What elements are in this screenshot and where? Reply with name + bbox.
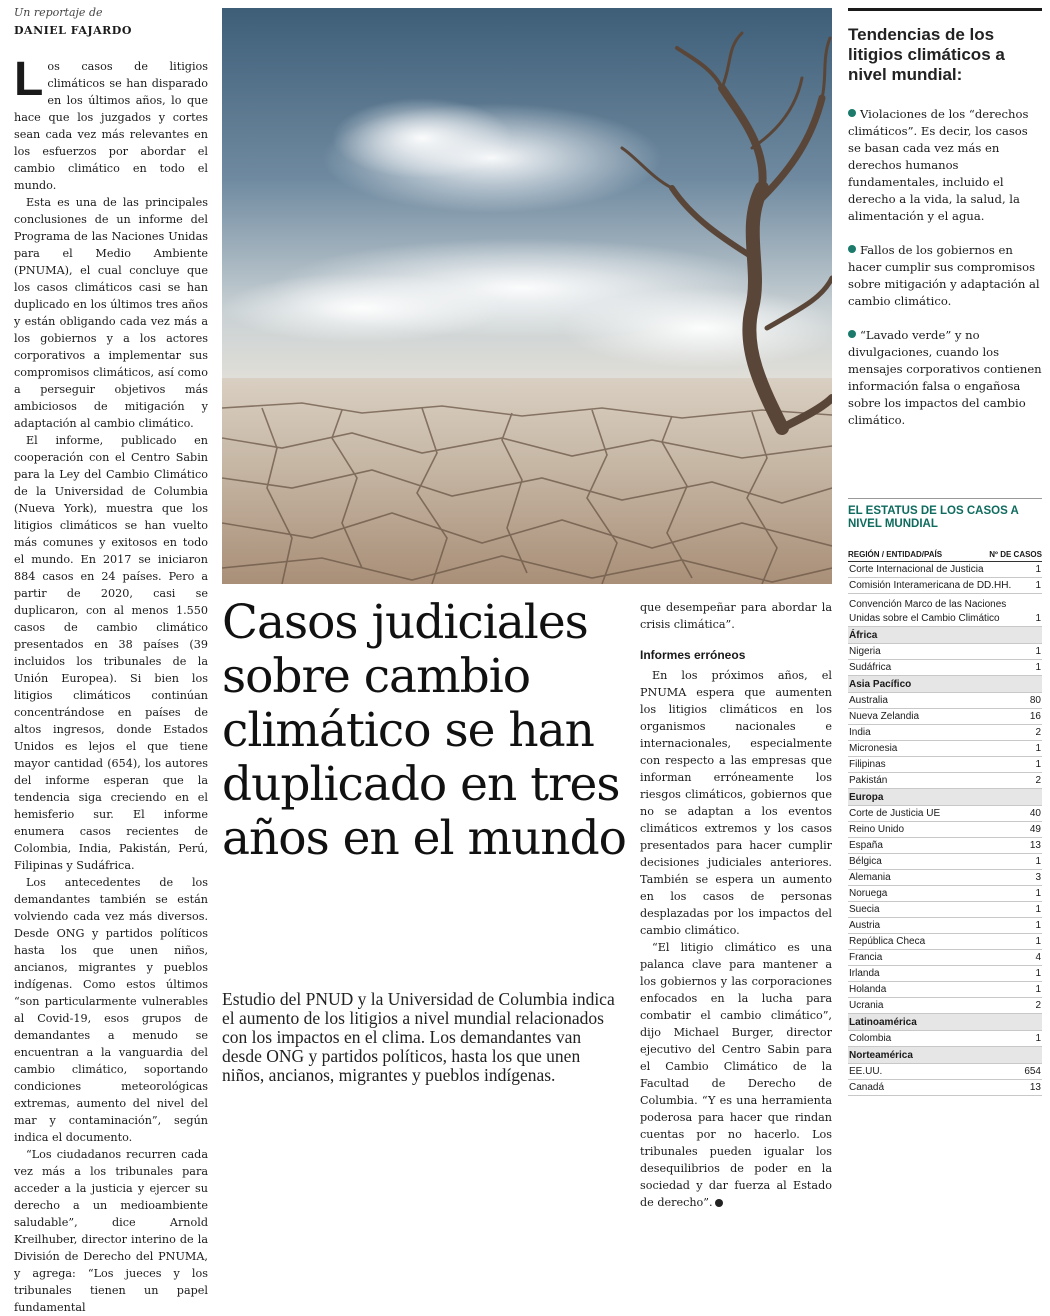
column-header-region: REGIÓN / ENTIDAD/PAÍS <box>848 550 943 559</box>
row-count: 16 <box>1029 711 1041 722</box>
row-label: EE.UU. <box>849 1066 883 1077</box>
row-count: 1 <box>1035 888 1041 899</box>
table-row <box>848 982 1042 998</box>
row-label: India <box>849 727 871 738</box>
region-header: Europa <box>848 789 1042 806</box>
sidebar-list <box>848 106 1042 446</box>
byline-author: DANIEL FAJARDO <box>14 24 132 37</box>
sidebar-item: “Lavado verde” y no divulgaciones, cuando los mensajes corporativos contienen información falsa o engañosa sobre los impactos del cambio climático. <box>848 328 1042 427</box>
continued-paragraph: que desempeñar para abordar la crisis climática”. <box>640 601 832 631</box>
row-label: Canadá <box>849 1082 885 1093</box>
row-count: 2 <box>1035 1000 1041 1011</box>
row-count: 80 <box>1029 695 1041 706</box>
row-count: 1 <box>1035 904 1041 915</box>
row-label: Australia <box>849 695 888 706</box>
sidebar-top-rule <box>848 8 1042 11</box>
table-row <box>848 773 1042 789</box>
table-row <box>848 725 1042 741</box>
end-of-article-icon <box>715 1199 723 1207</box>
row-label: Convención Marco de las Naciones Unidas sobre el Cambio Climático <box>849 599 1007 624</box>
table-row <box>848 966 1042 982</box>
row-count: 1 <box>1035 759 1041 770</box>
row-label: República Checa <box>849 936 926 947</box>
row-label: Bélgica <box>849 856 882 867</box>
row-label: Colombia <box>849 1033 892 1044</box>
row-label: Filipinas <box>849 759 886 770</box>
row-label: Comisión Interamericana de DD.HH. <box>849 580 1012 591</box>
row-label: Francia <box>849 952 883 963</box>
table-header <box>848 550 1042 562</box>
headline: Casos judiciales sobre cambio climático se han duplicado en tres años en el mundo <box>222 595 626 866</box>
row-label: España <box>849 840 883 851</box>
row-label: Nigeria <box>849 646 881 657</box>
row-label: Noruega <box>849 888 888 899</box>
body-paragraph: Los antecedentes de los demandantes también se están volviendo cada vez más diversos. Desde ONG y partidos políticos hasta los que unen niños, ancianos, migrantes y pueblos indígenas. Como estos últimos “son particularmente vulnerables al Covid-19, esos grupos de demandantes a menudo se encuentran a la vanguardia del cambio climático, soportando condiciones meteorológicas extremas, aumento del nivel del mar y contaminación”, según indica el documento. <box>14 876 208 1144</box>
row-count: 1 <box>1035 743 1041 754</box>
table-row <box>848 693 1042 709</box>
column-header-count: Nº DE CASOS <box>989 550 1042 559</box>
middle-text-column <box>640 599 832 1211</box>
table-row <box>848 562 1042 578</box>
table-row <box>848 806 1042 822</box>
body-paragraph: Los casos de litigios climáticos se han disparado en los últimos años, lo que hace que los juzgados y cortes sean cada vez más relevantes en los esfuerzos por abordar el cambio climático en todo el mundo. <box>14 53 208 192</box>
row-label: Holanda <box>849 984 887 995</box>
bullet-icon <box>848 109 856 117</box>
bullet-icon <box>848 330 856 338</box>
left-text-column <box>14 53 208 1316</box>
section-subtitle: Informes erróneos <box>640 648 746 662</box>
row-count: 1 <box>1035 968 1041 979</box>
table-row <box>848 1064 1042 1080</box>
row-label: Pakistán <box>849 775 888 786</box>
region-header: Norteamérica <box>848 1047 1042 1064</box>
row-label: Suecia <box>849 904 880 915</box>
region-header: Asia Pacífico <box>848 676 1042 693</box>
table-row <box>848 594 1042 627</box>
table-row <box>848 822 1042 838</box>
row-label: Nueva Zelandia <box>849 711 920 722</box>
row-label: Micronesia <box>849 743 898 754</box>
row-count: 49 <box>1029 824 1041 835</box>
row-label: Ucrania <box>849 1000 884 1011</box>
table-row <box>848 578 1042 594</box>
row-count: 1 <box>1035 856 1041 867</box>
sidebar-item: Violaciones de los “derechos climáticos”. Es decir, los casos se basan cada vez más en derechos humanos fundamentales, incluido el derecho a la vida, la salud, la alimentación y el agua. <box>848 107 1029 223</box>
table-title: EL ESTATUS DE LOS CASOS A NIVEL MUNDIAL <box>848 505 1019 530</box>
row-label: Corte Internacional de Justicia <box>849 564 984 575</box>
table-top-rule <box>848 498 1042 499</box>
body-paragraph: En los próximos años, el PNUMA espera que aumenten los litigios climáticos en los organismos nacionales e internacionales, especialmente con respecto a las empresas que informan erróneamente los riesgos climáticos, gobiernos que no se adaptan a los eventos climáticos extremos y los casos presentados para hacer cumplir decisiones judiciales anteriores. También se espera un aumento en los casos de personas desplazadas por los impactos del cambio climático. <box>640 669 832 937</box>
table-row <box>848 741 1042 757</box>
row-count: 1 <box>1035 920 1041 931</box>
row-count: 1 <box>1035 613 1041 624</box>
body-paragraph: “El litigio climático es una palanca clave para mantener a los gobiernos y las corporaciones enfocados en la lucha para combatir el cambio climático”, dijo Michael Burger, director ejecutivo del Centro Sabin para el Cambio Climático de la Facultad de Derecho de Columbia. “Y es una herramienta poderosa para hacer que rindan cuentas por no hacerlo. Los tribunales pueden igualar los desequilibrios de poder en la sociedad y dar fuerza al Estado de derecho”. <box>640 941 832 1209</box>
table-row <box>848 854 1042 870</box>
table-row <box>848 644 1042 660</box>
row-count: 2 <box>1035 775 1041 786</box>
body-paragraph: El informe, publicado en cooperación con el Centro Sabin para la Ley del Cambio Climático de la Universidad de Columbia (Nueva York), muestra que los litigios climáticos se han vuelto más comunes y exitosos en todo el mundo. En 2017 se iniciaron 884 casos en 24 países. Pero a partir de 2020, casi se duplicaron, con al menos 1.550 casos de cambio climático presentados en 38 países (39 incluidos los tribunales de la Unión Europea). Si bien los litigios climáticos continúan concentrándose en países de altos ingresos, donde Estados Unidos es lejos el que tiene mayor cantidad (654), los autores del informe esperan que la tendencia siga creciendo en el hemisferio sur. El informe enumera casos recientes de Colombia, India, Pakistán, Perú, Filipinas y Sudáfrica. <box>14 434 208 872</box>
row-count: 2 <box>1035 727 1041 738</box>
row-count: 1 <box>1035 646 1041 657</box>
row-count: 1 <box>1035 1033 1041 1044</box>
table-row <box>848 838 1042 854</box>
drop-cap: L <box>14 53 44 106</box>
table-row <box>848 1080 1042 1096</box>
body-paragraph: “Los ciudadanos recurren cada vez más a los tribunales para acceder a la justicia y ejercer su derecho a un medioambiente saludable”, dice Arnold Kreilhuber, director interino de la División de Derecho del PNUMA, y agrega: “Los jueces y los tribunales tienen un papel fundamental <box>14 1148 208 1314</box>
row-label: Corte de Justicia UE <box>849 808 941 819</box>
row-label: Reino Unido <box>849 824 905 835</box>
row-count: 1 <box>1035 564 1041 575</box>
row-count: 3 <box>1035 872 1041 883</box>
table-row <box>848 934 1042 950</box>
subheadline: Estudio del PNUD y la Universidad de Columbia indica el aumento de los litigios a nivel mundial relacionados con los impactos en el clima. Los demandantes van desde ONG y partidos políticos, hasta los que unen niños, ancianos, migrantes y pueblos indígenas. <box>222 989 615 1085</box>
sidebar-title: Tendencias de los litigios climáticos a nivel mundial: <box>848 25 1005 84</box>
row-count: 1 <box>1035 580 1041 591</box>
region-header: Latinoamérica <box>848 1014 1042 1031</box>
row-label: Irlanda <box>849 968 880 979</box>
body-paragraph: Esta es una de las principales conclusiones de un informe del Programa de las Naciones Unidas para el Medio Ambiente (PNUMA), el cual concluye que los casos climáticos casi se han duplicado en los últimos tres años y están obligando cada vez más a los gobiernos y a los actores corporativos a implementar sus compromisos climáticos, así como a perseguir objetivos más ambiciosos de mitigación y adaptación al cambio climático. <box>14 196 208 430</box>
table-row <box>848 757 1042 773</box>
row-label: Alemania <box>849 872 891 883</box>
row-count: 4 <box>1035 952 1041 963</box>
table-row <box>848 886 1042 902</box>
row-count: 1 <box>1035 662 1041 673</box>
drought-photo <box>222 8 832 584</box>
row-count: 13 <box>1029 1082 1041 1093</box>
dry-land-tree-image <box>222 8 832 584</box>
row-count: 654 <box>1024 1066 1041 1077</box>
table-row <box>848 870 1042 886</box>
row-count: 40 <box>1029 808 1041 819</box>
table-row <box>848 709 1042 725</box>
table-row <box>848 1031 1042 1047</box>
row-label: Austria <box>849 920 881 931</box>
table-row <box>848 660 1042 676</box>
status-table-body <box>848 562 1042 1096</box>
table-row <box>848 998 1042 1014</box>
table-row <box>848 902 1042 918</box>
table-row <box>848 918 1042 934</box>
row-count: 13 <box>1029 840 1041 851</box>
byline-kicker: Un reportaje de <box>14 6 103 19</box>
table-row <box>848 950 1042 966</box>
region-header: África <box>848 627 1042 644</box>
sidebar-item: Fallos de los gobiernos en hacer cumplir sus compromisos sobre mitigación y adaptación al cambio climático. <box>848 243 1040 308</box>
row-label: Sudáfrica <box>849 662 892 673</box>
row-count: 1 <box>1035 936 1041 947</box>
row-count: 1 <box>1035 984 1041 995</box>
bullet-icon <box>848 245 856 253</box>
